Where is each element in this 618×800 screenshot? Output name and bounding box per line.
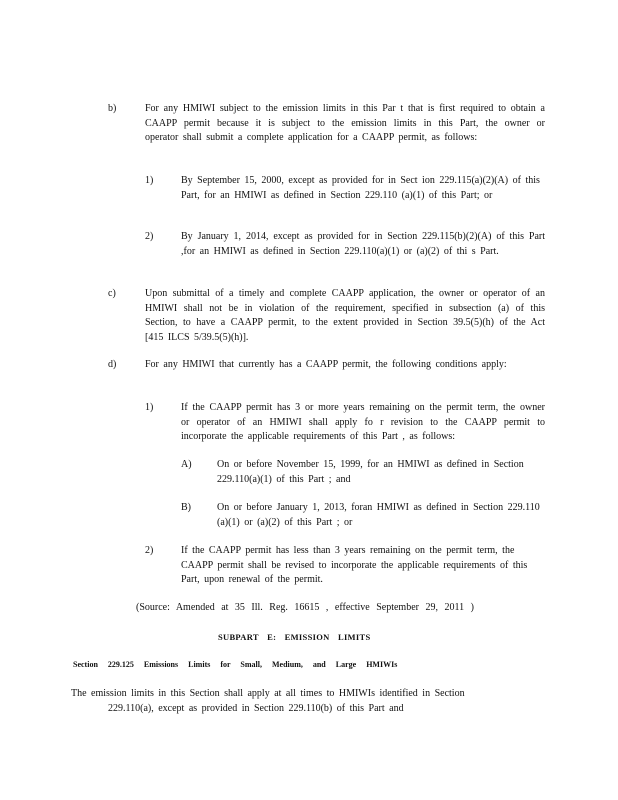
subsection-b-item-2-label: 2) [145,231,154,242]
subsection-b-text: For any HMIWI subject to the emission limits in this Par t that is first required to obtain a CAAPP permit because it is subject to the emission limits in this Part, the owner or operator shall submit a complete application for a CAAPP permit, as follows: [145,103,545,143]
subsection-d-text: For any HMIWI that currently has a CAAPP permit, the following conditions apply: [145,359,507,370]
subsection-c-text: Upon submittal of a timely and complete CAAPP application, the owner or operator of an HMIWI shall not be in violation of the requirement, specified in subsection (a) of this Section, to have a CAAPP permit, to the extent provided in Section 39.5(5)(h) of the Act [415 ILCS 5/39.5(5)(h)]. [145,288,545,343]
subsection-d-label: d) [108,359,117,370]
subsection-d-item-1-b-text: On or before January 1, 2013, foran HMIWI as defined in Section 229.110 (a)(1) or (a)(2) of this Part ; or [217,502,540,528]
section-intro-text-content: The emission limits in this Section shall apply at all times to HMIWIs identified in Section 229.110(a), except as provided in Section 229.110(b) of this Part and [71,688,465,714]
section-intro-text [71,687,481,716]
subsection-d-item-1-label: 1) [145,402,154,413]
subsection-b-item-1-text: By September 15, 2000, except as provided for in Sect ion 229.115(a)(2)(A) of this Part, for an HMIWI as defined in Section 229.110 (a)(1) of this Part; or [181,175,540,201]
subsection-b-item-2-text: By January 1, 2014, except as provided for in Section 229.115(b)(2)(A) of this Part ,for an HMIWI as defined in Section 229.110(a)(1) or (a)(2) of thi s Part. [181,231,545,257]
subsection-b-item-1-label: 1) [145,175,154,186]
subsection-d-item-1-a-label: A) [181,459,192,470]
subsection-c-label: c) [108,288,116,299]
subsection-b-label: b) [108,103,117,114]
subsection-d-item-2-text: If the CAAPP permit has less than 3 years remaining on the permit term, the CAAPP permit shall be revised to incorporate the applicable requirements of this Part, upon renewal of the permit. [181,545,528,585]
source-note: (Source: Amended at 35 Ill. Reg. 16615 , effective September 29, 2011 ) [136,602,474,613]
section-heading: Section 229.125 Emissions Limits for Small, Medium, and Large HMIWIs [73,660,398,669]
subsection-d-item-1-b-label: B) [181,502,191,513]
subpart-heading: SUBPART E: EMISSION LIMITS [218,632,371,642]
subsection-d-item-1-text: If the CAAPP permit has 3 or more years remaining on the permit term, the owner or operator of an HMIWI shall apply fo r revision to the CAAPP permit to incorporate the applicable requirements of this Part , as follows: [181,402,545,442]
subsection-d-item-1-a-text: On or before November 15, 1999, for an HMIWI as defined in Section 229.110(a)(1) of this Part ; and [217,459,524,485]
subsection-d-item-2-label: 2) [145,545,154,556]
